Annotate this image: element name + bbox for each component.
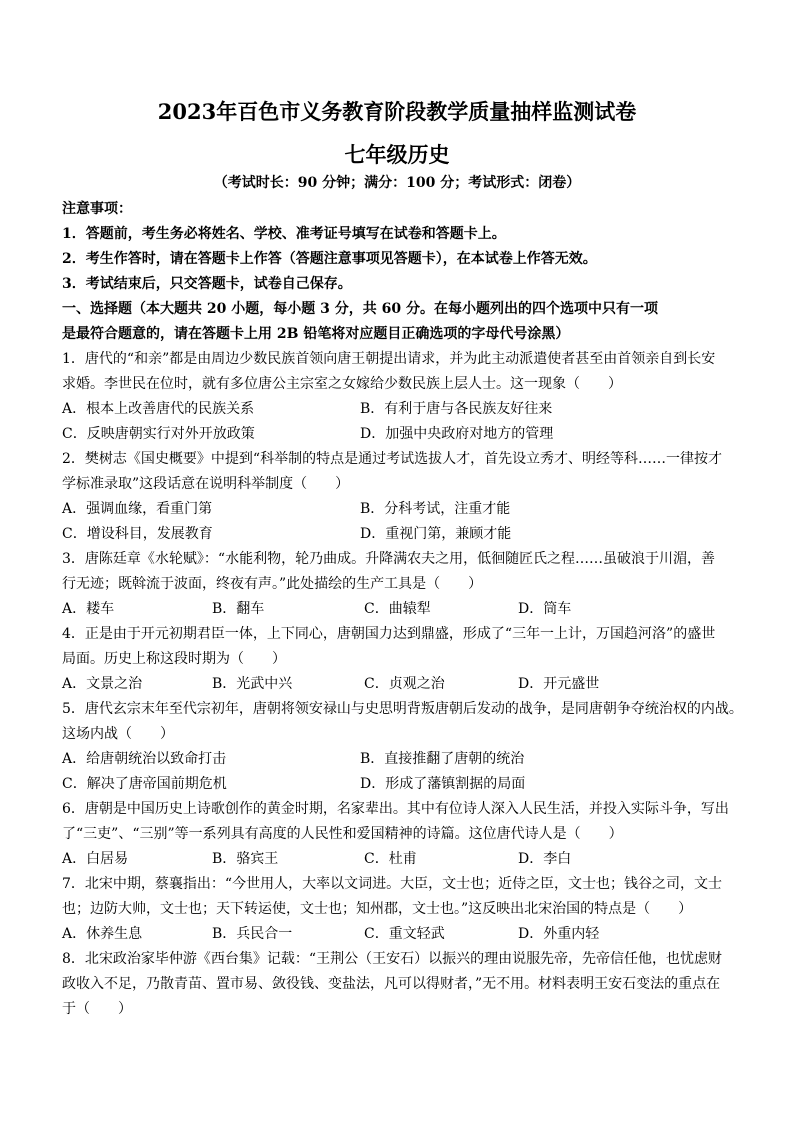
question-4-option-d: D．开元盛世	[518, 676, 600, 692]
question-3-text: 行无迹；既斡流于波面，终夜有声。”此处描绘的生产工具是（ ）	[62, 576, 483, 592]
question-3-option-c: C．曲辕犁	[364, 601, 431, 617]
question-5-option-b: B．直接推翻了唐朝的统治	[360, 751, 525, 767]
question-5-text: 这场内战（ ）	[62, 726, 174, 742]
question-1-option-b: B．有利于唐与各民族友好往来	[360, 401, 553, 417]
question-6-text: 了“三吏”、“三别”等一系列具有高度的人民性和爱国精神的诗篇。这位唐代诗人是（ ）	[62, 826, 623, 842]
question-6-text: 6．唐朝是中国历史上诗歌创作的黄金时期，名家辈出。其中有位诗人深入人民生活，并投入实际斗争，写出	[62, 801, 729, 817]
exam-title: 2023年百色市义务教育阶段教学质量抽样监测试卷	[157, 99, 637, 124]
question-7-text: 7．北宋中期，蔡襄指出：“今世用人，大率以文词进。大臣，文士也；近侍之臣，文士也；钱谷之司，文士	[62, 876, 723, 892]
question-1-option-d: D．加强中央政府对地方的管理	[360, 426, 554, 442]
question-3-option-d: D．筒车	[518, 601, 572, 617]
subject-title: 七年级历史	[344, 142, 450, 167]
question-3-text: 3．唐陈廷章《水轮赋》：“水能利物，轮乃曲成。升降满农夫之用，低徊随匠氏之程……虽破浪于川湄，善	[62, 551, 716, 567]
note-item: 3．考试结束后，只交答题卡，试卷自己保存。	[62, 276, 352, 292]
question-4-text: 局面。历史上称这段时期为（ ）	[62, 651, 286, 667]
question-7-option-d: D．外重内轻	[518, 926, 600, 942]
question-6-option-b: B．骆宾王	[212, 851, 279, 867]
question-5-option-a: A．给唐朝统治以致命打击	[62, 751, 227, 767]
question-5-text: 5．唐代玄宗末年至代宗初年，唐朝将领安禄山与史思明背叛唐朝后发动的战争，是同唐朝争夺统治权的内战。	[62, 701, 743, 717]
question-4-text: 4．正是由于开元初期君臣一体，上下同心，唐朝国力达到鼎盛，形成了“三年一上计，万国趋河洛”的盛世	[62, 626, 716, 642]
exam-info: （考试时长：90 分钟；满分：100 分；考试形式：闭卷）	[213, 175, 581, 191]
question-5-option-c: C．解决了唐帝国前期危机	[62, 776, 227, 792]
question-4-option-b: B．光武中兴	[212, 676, 293, 692]
question-2-option-d: D．重视门第，兼顾才能	[360, 526, 512, 542]
question-4-option-c: C．贞观之治	[364, 676, 445, 692]
question-1-option-a: A．根本上改善唐代的民族关系	[62, 401, 255, 417]
question-3-option-b: B．翻车	[212, 601, 265, 617]
notes-heading: 注意事项：	[62, 201, 132, 217]
question-1-option-c: C．反映唐朝实行对外开放政策	[62, 426, 255, 442]
question-2-text: 学标准录取”这段话意在说明科举制度（ ）	[62, 476, 350, 492]
question-1-text: 求婚。李世民在位时，就有多位唐公主宗室之女嫁给少数民族上层人士。这一现象（ ）	[62, 376, 622, 392]
question-4-option-a: A．文景之治	[62, 676, 143, 692]
question-7-text: 也；边防大帅，文士也；天下转运使，文士也；知州郡，文士也。”这反映出北宋治国的特点是（ ）	[62, 901, 693, 917]
section-heading-line2: 是最符合题意的，请在答题卡上用 2B 铅笔将对应题目正确选项的字母代号涂黑）	[62, 326, 570, 342]
question-8-text: 于（ ）	[62, 1001, 132, 1017]
question-5-option-d: D．形成了藩镇割据的局面	[360, 776, 526, 792]
question-2-option-c: C．增设科目，发展教育	[62, 526, 213, 542]
question-6-option-a: A．白居易	[62, 851, 129, 867]
question-7-option-a: A．休养生息	[62, 926, 143, 942]
question-8-text: 8．北宋政治家毕仲游《西台集》记载：“王荆公（王安石）以振兴的理由说服先帝，先帝信任他，也忧虑财	[62, 951, 723, 967]
question-7-option-c: C．重文轻武	[364, 926, 445, 942]
section-heading-line1: 一、选择题（本大题共 20 小题，每小题 3 分，共 60 分。在每小题列出的四个选项中只有一项	[62, 301, 658, 317]
question-6-option-d: D．李白	[518, 851, 572, 867]
question-3-option-a: A．耧车	[62, 601, 115, 617]
question-6-option-c: C．杜甫	[364, 851, 417, 867]
question-2-option-b: B．分科考试，注重才能	[360, 501, 511, 517]
question-1-text: 1．唐代的“和亲”都是由周边少数民族首领向唐王朝提出请求，并为此主动派遣使者甚至由首领亲自到长安	[62, 351, 716, 367]
question-7-option-b: B．兵民合一	[212, 926, 293, 942]
note-item: 2．考生作答时，请在答题卡上作答（答题注意事项见答题卡），在本试卷上作答无效。	[62, 251, 597, 267]
note-item: 1．答题前，考生务必将姓名、学校、准考证号填写在试卷和答题卡上。	[62, 226, 506, 242]
question-2-text: 2．樊树志《国史概要》中提到“科举制的特点是通过考试选拔人才，首先设立秀才、明经等科……一律按才	[62, 451, 723, 467]
question-8-text: 政收入不足，乃散青苗、置市易、敛役钱、变盐法，凡可以得财者，”无不用。材料表明王安石变法的重点在	[62, 976, 721, 992]
question-2-option-a: A．强调血缘，看重门第	[62, 501, 213, 517]
